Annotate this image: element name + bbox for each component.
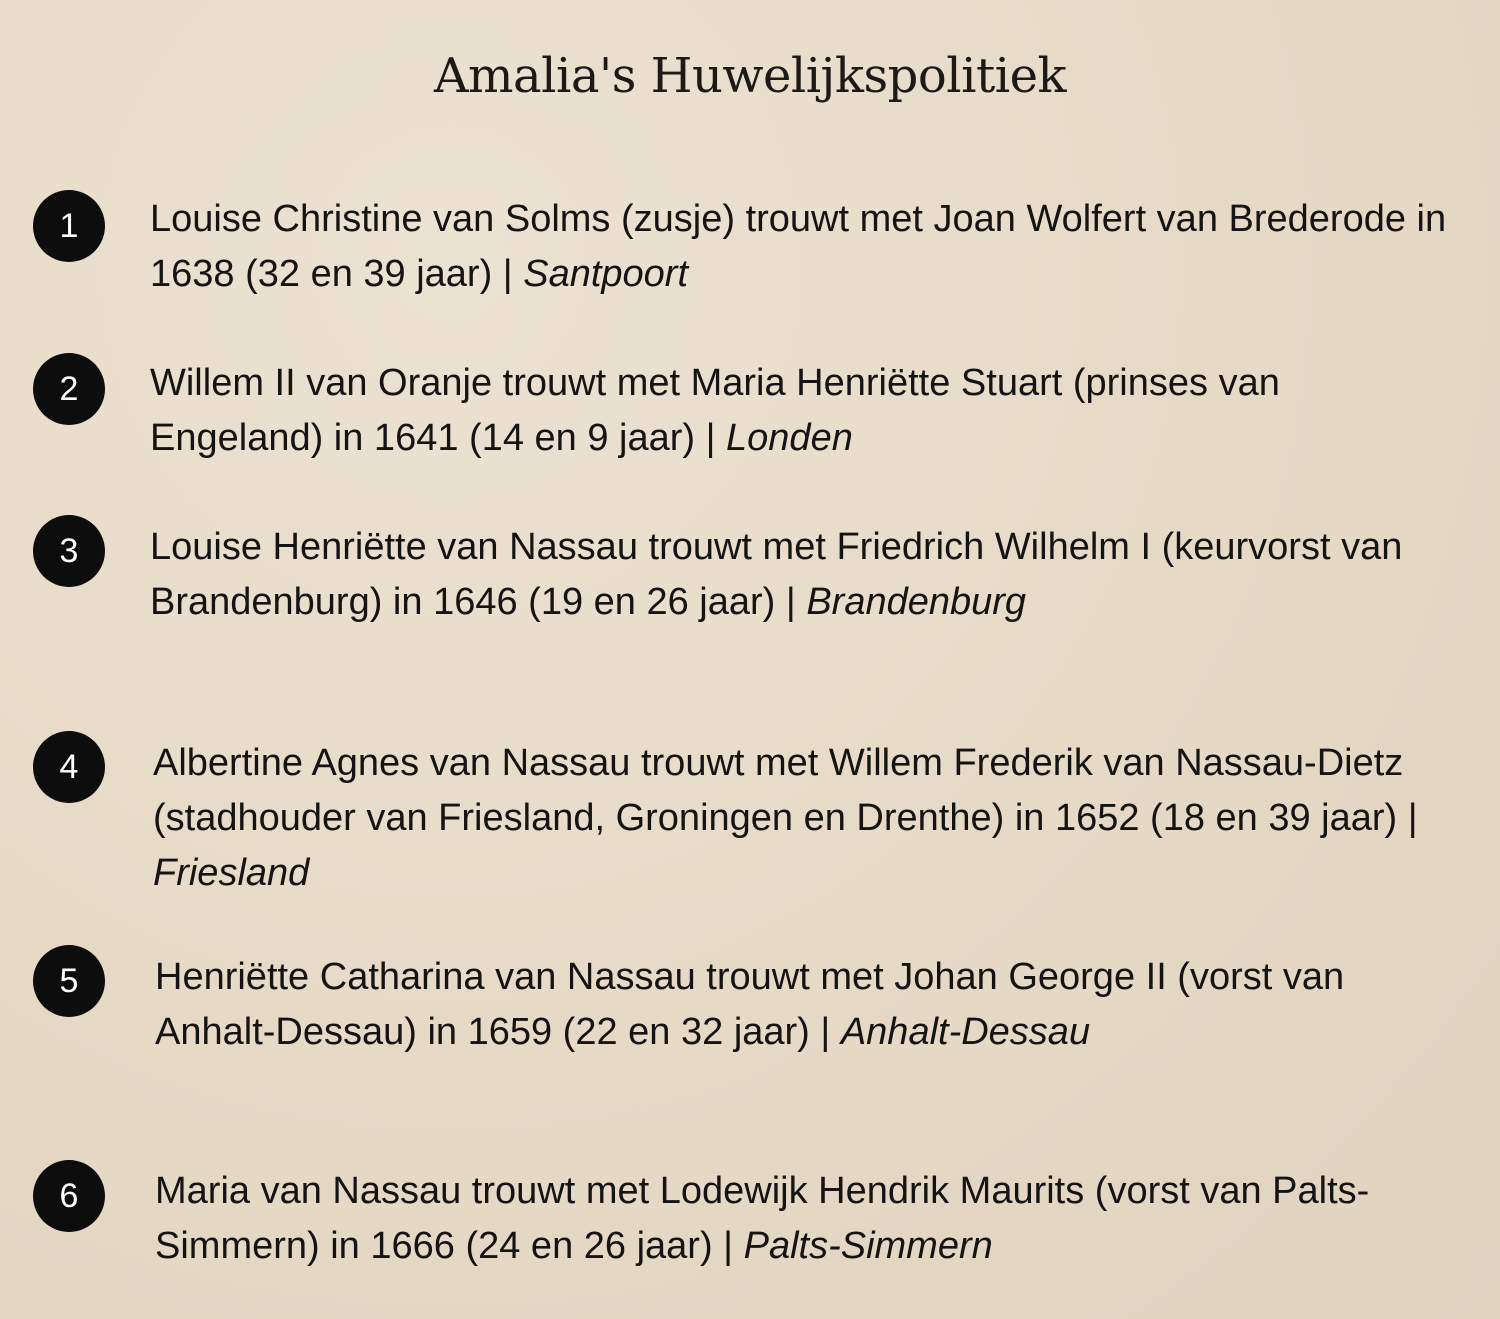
- entry-description: Henriëtte Catharina van Nassau trouwt met Johan George II (vorst van Anhalt-Dessau) in 1659 (22 en 32 jaar) |: [155, 956, 1345, 1053]
- entry-text: [155, 950, 1465, 1060]
- entry-place: Friesland: [153, 852, 310, 894]
- entry-description: Willem II van Oranje trouwt met Maria Henriëtte Stuart (prinses van Engeland) in 1641 (14 en 9 jaar) |: [150, 362, 1280, 459]
- entry-place: Santpoort: [523, 253, 689, 295]
- entry-text: [153, 736, 1463, 901]
- entry-description: Albertine Agnes van Nassau trouwt met Willem Frederik van Nassau-Dietz (stadhouder van Friesland, Groningen en Drenthe) in 1652 (18 en 39 jaar) |: [153, 742, 1418, 839]
- entry-description: Louise Christine van Solms (zusje) trouwt met Joan Wolfert van Brederode in 1638 (32 en 39 jaar) |: [150, 198, 1447, 295]
- entry-description: Louise Henriëtte van Nassau trouwt met Friedrich Wilhelm I (keurvorst van Brandenburg) in 1646 (19 en 26 jaar) |: [150, 526, 1403, 623]
- number-badge: 5: [33, 945, 105, 1017]
- entry-place: Anhalt-Dessau: [840, 1011, 1091, 1053]
- number-badge: 1: [33, 190, 105, 262]
- entry-text: [150, 520, 1460, 630]
- number-badge: 6: [33, 1160, 105, 1232]
- number-badge: 3: [33, 515, 105, 587]
- entry-place: Brandenburg: [806, 581, 1027, 623]
- entry-place: Palts-Simmern: [743, 1225, 993, 1267]
- page-title: Amalia's Huwelijkspolitiek: [433, 48, 1067, 104]
- entry-text: [150, 356, 1460, 466]
- entry-text: [150, 192, 1460, 302]
- number-badge: 4: [33, 731, 105, 803]
- entry-place: Londen: [726, 417, 853, 459]
- number-badge: 2: [33, 353, 105, 425]
- entry-text: [155, 1164, 1465, 1274]
- entry-description: Maria van Nassau trouwt met Lodewijk Hendrik Maurits (vorst van Palts-Simmern) in 1666 (24 en 26 jaar) |: [155, 1170, 1370, 1267]
